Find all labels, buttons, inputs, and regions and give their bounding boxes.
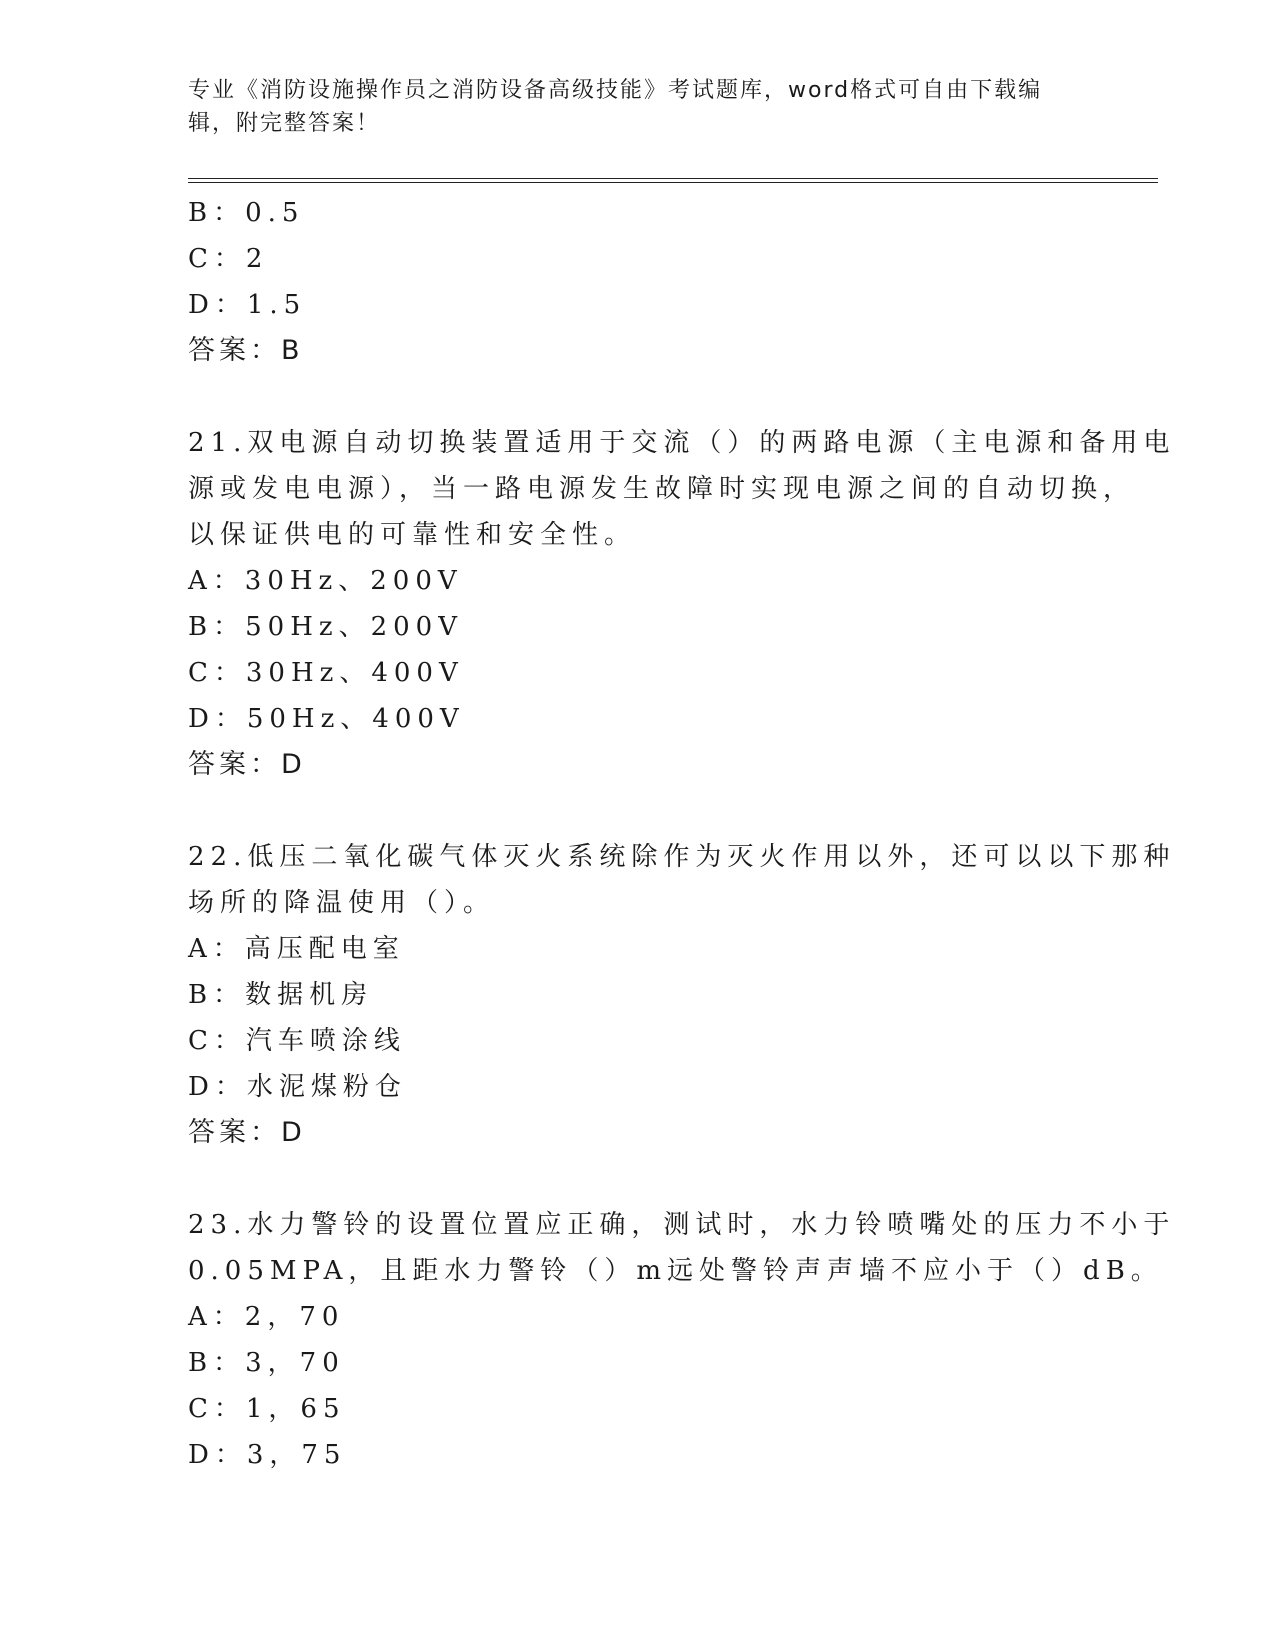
option-d: D：50Hz、400V: [188, 704, 465, 734]
header-line-1: 专业《消防设施操作员之消防设备高级技能》考试题库，word格式可自由下载编: [188, 78, 1043, 103]
option-a: A：2，70: [188, 1302, 345, 1332]
page-header: [188, 74, 1088, 140]
question-stem-line: 22.低压二氧化碳气体灭火系统除作为灭火作用以外，还可以以下那种: [188, 842, 1176, 872]
option-a: A：高压配电室: [188, 934, 405, 964]
question-stem-line: 场所的降温使用（）。: [188, 888, 496, 918]
header-rule-bottom: [188, 182, 1158, 183]
option-d: D：1.5: [188, 290, 307, 320]
continued-question: [188, 190, 1088, 374]
answer: 答案：D: [188, 1117, 306, 1148]
option-c: C：1，65: [188, 1394, 346, 1424]
question-23: [188, 1202, 1176, 1478]
option-b: B：0.5: [188, 198, 305, 228]
option-b: B：50Hz、200V: [188, 612, 463, 642]
option-b: B：数据机房: [188, 980, 374, 1010]
question-stem-line: 23.水力警铃的设置位置应正确，测试时，水力铃喷嘴处的压力不小于: [188, 1210, 1176, 1240]
option-c: C：2: [188, 244, 269, 274]
option-c: C：30Hz、400V: [188, 658, 464, 688]
option-c: C：汽车喷涂线: [188, 1026, 406, 1056]
question-21: [188, 420, 1176, 788]
question-content: [188, 190, 1176, 1478]
option-d: D：3，75: [188, 1440, 347, 1470]
answer: 答案：B: [188, 335, 304, 366]
question-stem-line: 源或发电电源），当一路电源发生故障时实现电源之间的自动切换，: [188, 474, 1136, 504]
header-line-2: 辑，附完整答案！: [188, 111, 381, 136]
question-stem-line: 0.05MPA，且距水力警铃（）m远处警铃声声墙不应小于（）dB。: [188, 1256, 1163, 1286]
answer: 答案：D: [188, 749, 306, 780]
option-b: B：3，70: [188, 1348, 345, 1378]
question-22: [188, 834, 1176, 1156]
question-stem-line: 21.双电源自动切换装置适用于交流（）的两路电源（主电源和备用电: [188, 428, 1176, 458]
question-stem-line: 以保证供电的可靠性和安全性。: [188, 520, 637, 550]
header-rule-top: [188, 178, 1158, 179]
option-d: D：水泥煤粉仓: [188, 1072, 407, 1102]
option-a: A：30Hz、200V: [188, 566, 463, 596]
